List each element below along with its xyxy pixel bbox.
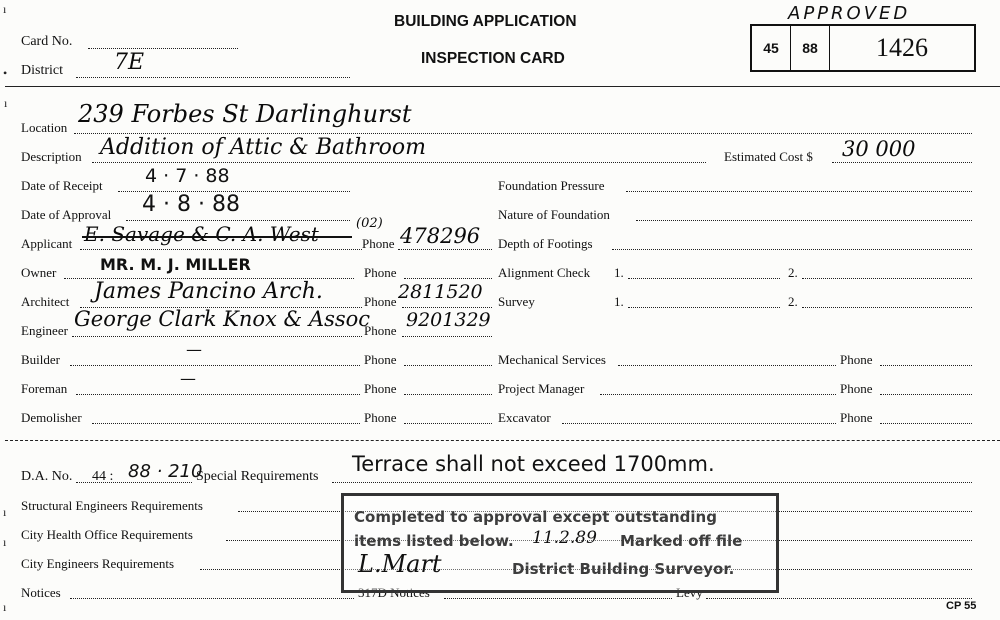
card-title-line2: INSPECTION CARD: [421, 50, 565, 67]
alignment-check-label: Alignment Check: [498, 265, 591, 280]
engineer-phone-line: [402, 336, 492, 337]
edge-mark: ı: [4, 96, 8, 110]
description-label: Description: [21, 149, 82, 164]
mechanical-line: [618, 365, 836, 366]
location-value: 239 Forbes St Darlinghurst: [78, 100, 412, 128]
foreman-phone-label: Phone: [364, 381, 397, 396]
estimated-cost-line: [832, 162, 972, 163]
architect-value: James Pancino Arch.: [94, 279, 323, 304]
depth-footings-label: Depth of Footings: [498, 236, 593, 251]
notices-line: [70, 598, 354, 599]
number-box-cell: 88: [791, 26, 830, 70]
engineer-value: George Clark Knox & Assoc: [74, 307, 371, 331]
excavator-phone-line: [880, 423, 972, 424]
approved-stamp: APPROVED: [788, 3, 911, 24]
section-divider: [5, 440, 1000, 441]
edge-mark: ı: [3, 535, 7, 549]
engineer-phone-value: 9201329: [406, 309, 491, 331]
architect-phone-label: Phone: [364, 294, 397, 309]
nature-foundation-line: [636, 220, 972, 221]
foundation-pressure-label: Foundation Pressure: [498, 178, 605, 193]
levy-label: Levy: [676, 585, 703, 600]
edge-mark: ı: [3, 505, 7, 519]
city-engineers-label: City Engineers Requirements: [21, 556, 175, 571]
builder-label: Builder: [21, 352, 60, 367]
survey-n2: 2.: [788, 294, 798, 309]
number-box-cell: 1426: [876, 33, 928, 62]
demolisher-phone-line: [404, 423, 492, 424]
alignment-check-n2: 2.: [788, 265, 798, 280]
location-line: [74, 133, 972, 134]
notices-317d-label: 317D Notices: [358, 585, 430, 600]
location-label: Location: [21, 120, 68, 135]
depth-footings-line: [612, 249, 972, 250]
application-number-box: [750, 24, 976, 72]
date-approval-line: [126, 220, 350, 221]
card-no-line: [88, 48, 238, 49]
owner-label: Owner: [21, 265, 57, 280]
builder-line: [70, 365, 360, 366]
notices-317d-line: [444, 598, 672, 599]
stamp-line2b: Marked off file: [620, 532, 743, 550]
district-value: 7E: [114, 50, 145, 75]
stamp-signature: L.Mart: [358, 550, 442, 578]
applicant-line: [80, 249, 362, 250]
description-line: [92, 162, 706, 163]
project-manager-label: Project Manager: [498, 381, 585, 396]
demolisher-label: Demolisher: [21, 410, 82, 425]
foundation-pressure-line: [626, 191, 972, 192]
health-label: City Health Office Requirements: [21, 527, 193, 542]
special-requirements-line: [332, 482, 972, 483]
date-approval-label: Date of Approval: [21, 207, 112, 222]
owner-phone-line: [404, 278, 492, 279]
edge-mark: ı: [3, 600, 7, 614]
stamp-line3: District Building Surveyor.: [512, 560, 735, 578]
foreman-phone-line: [404, 394, 492, 395]
mechanical-phone-line: [880, 365, 972, 366]
survey-line2: [802, 307, 972, 308]
edge-mark: •: [3, 66, 8, 80]
mechanical-label: Mechanical Services: [498, 352, 606, 367]
district-label: District: [21, 63, 63, 78]
date-receipt-label: Date of Receipt: [21, 178, 103, 193]
foreman-value: —: [180, 369, 196, 388]
applicant-phone-label: Phone: [362, 236, 395, 251]
project-manager-phone-label: Phone: [840, 381, 873, 396]
builder-value: —: [186, 340, 202, 359]
survey-label: Survey: [498, 294, 535, 309]
description-value: Addition of Attic & Bathroom: [100, 135, 427, 160]
header-separator: [5, 86, 1000, 87]
applicant-phone-prefix: (02): [356, 216, 383, 231]
architect-label: Architect: [21, 294, 70, 309]
excavator-label: Excavator: [498, 410, 551, 425]
edge-mark: ı: [3, 2, 7, 16]
nature-foundation-label: Nature of Foundation: [498, 207, 610, 222]
stamp-date: 11.2.89: [532, 528, 597, 548]
da-prefix: 44 :: [92, 469, 114, 484]
estimated-cost-label: Estimated Cost $: [724, 149, 813, 164]
notices-label: Notices: [21, 585, 61, 600]
card-title-line1: BUILDING APPLICATION: [394, 13, 577, 30]
stamp-line2: items listed below.: [354, 532, 514, 550]
architect-phone-value: 2811520: [398, 281, 483, 303]
form-code: CP 55: [946, 600, 977, 612]
applicant-value: E. Savage & C. A. West: [84, 222, 319, 246]
builder-phone-line: [404, 365, 492, 366]
alignment-check-line1: [628, 278, 780, 279]
applicant-phone-value: 478296: [400, 224, 481, 248]
mechanical-phone-label: Phone: [840, 352, 873, 367]
architect-phone-line: [402, 307, 492, 308]
alignment-check-line2: [802, 278, 972, 279]
special-requirements-value: Terrace shall not exceed 1700mm.: [352, 452, 715, 476]
number-box-cell: 45: [752, 26, 791, 70]
demolisher-line: [92, 423, 360, 424]
alignment-check-n1: 1.: [614, 265, 624, 280]
date-approval-value: 4 · 8 · 88: [142, 192, 240, 217]
district-line: [76, 77, 350, 78]
project-manager-line: [600, 394, 836, 395]
date-receipt-value: 4 · 7 · 88: [145, 165, 230, 187]
survey-n1: 1.: [614, 294, 624, 309]
owner-phone-label: Phone: [364, 265, 397, 280]
excavator-line: [562, 423, 836, 424]
survey-line1: [628, 307, 780, 308]
excavator-phone-label: Phone: [840, 410, 873, 425]
stamp-line1: Completed to approval except outstanding: [354, 508, 717, 526]
structural-label: Structural Engineers Requirements: [21, 498, 203, 513]
da-label: D.A. No.: [21, 469, 73, 484]
applicant-phone-line: [398, 249, 492, 250]
foreman-line: [76, 394, 360, 395]
engineer-phone-label: Phone: [364, 323, 397, 338]
foreman-label: Foreman: [21, 381, 68, 396]
card-no-label: Card No.: [21, 34, 73, 49]
builder-phone-label: Phone: [364, 352, 397, 367]
da-value: 88 · 210: [128, 461, 203, 482]
owner-value: MR. M. J. MILLER: [100, 255, 251, 274]
applicant-strikethrough: [82, 236, 352, 238]
engineer-line: [72, 336, 362, 337]
estimated-cost-value: 30 000: [842, 137, 916, 161]
special-requirements-label: Special Requirements: [196, 469, 319, 484]
engineer-label: Engineer: [21, 323, 68, 338]
demolisher-phone-label: Phone: [364, 410, 397, 425]
applicant-label: Applicant: [21, 236, 73, 251]
completion-stamp: [341, 493, 779, 593]
levy-line: [706, 598, 972, 599]
project-manager-phone-line: [880, 394, 972, 395]
